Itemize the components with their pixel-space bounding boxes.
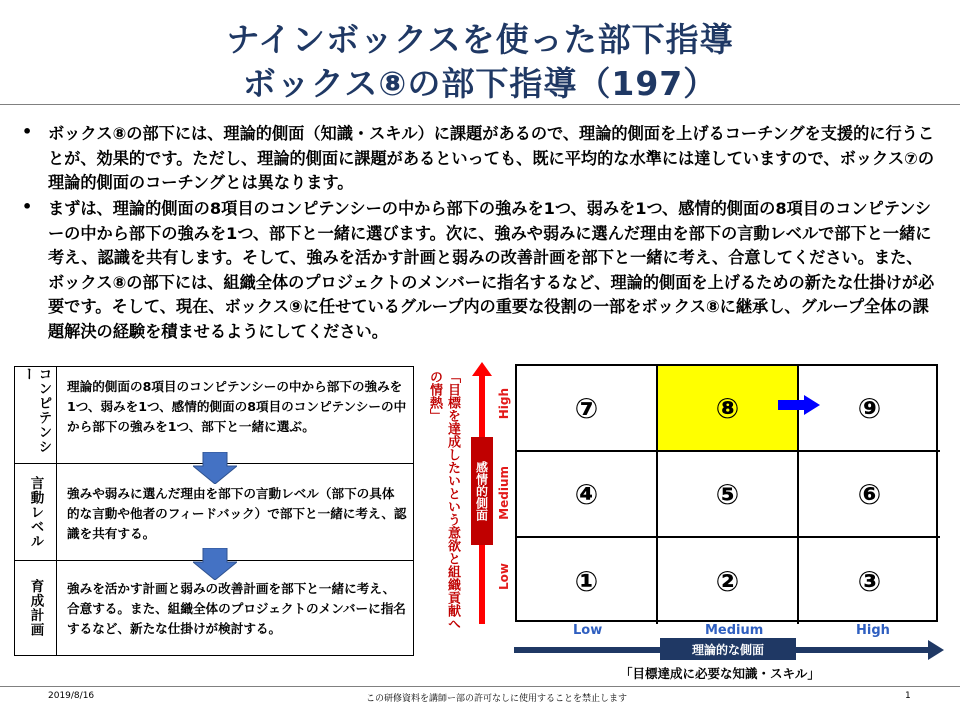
- process-text-competency: 理論的側面の8項目のコンピテンシーの中から部下の強みを1つ、弱みを1つ、感情的側面の8項目のコンピテンシーの中から部下の強みを1つ、部下と一緒に選ぶ。: [67, 379, 407, 434]
- down-arrow-icon: [193, 452, 237, 484]
- x-axis-low-label: Low: [573, 623, 603, 638]
- grid-cell-1: ①: [517, 538, 658, 624]
- footer-divider: [0, 686, 960, 687]
- process-head-behavior: 言動レベル: [15, 464, 57, 560]
- grid-cell-9: ⑨: [799, 366, 940, 452]
- bullet-text-1: ボックス⑧の部下には、理論的側面（知識・スキル）に課題があるので、理論的側面を上げるコーチングを支援的に行うことが、効果的です。ただし、理論的側面に課題があるといっても、既に平均的な水準には達していますので、ボックス⑦の理論的側面のコーチングとは異なります。: [48, 124, 935, 192]
- right-arrow-icon: [778, 395, 820, 415]
- grid-cell-7: ⑦: [517, 366, 658, 452]
- process-text-behavior: 強みや弱みに選んだ理由を部下の言動レベル（部下の具体的な言動や他者のフィードバック）で部下と一緒に考え、認識を共有する。: [67, 486, 407, 541]
- grid-cell-8-highlighted: ⑧: [658, 366, 799, 452]
- process-head-competency: コンピテンシー: [15, 367, 57, 463]
- grid-cell-2: ②: [658, 538, 799, 624]
- nine-box-grid: [515, 364, 938, 622]
- down-arrow-icon: [193, 548, 237, 580]
- grid-cell-4: ④: [517, 452, 658, 538]
- slide-title-line2: ボックス⑧の部下指導（197）: [242, 64, 718, 103]
- process-head-plan: 育成計画: [15, 561, 57, 655]
- y-axis-high-label: High: [497, 388, 511, 420]
- slide-title-line1: ナインボックスを使った部下指導: [226, 20, 734, 59]
- x-axis-title: 理論的な側面: [660, 638, 796, 660]
- bullet-text-2: まずは、理論的側面の8項目のコンピテンシーの中から部下の強みを1つ、弱みを1つ、感情的側面の8項目のコンピテンシーの中から部下の強みを1つ、部下と一緒に選びます。次に、強みや弱みに選んだ理由を部下の言動レベルで部下と一緒に考え、認識を共有します。そして、強みを活かす計画と弱みの改善計画を部下と一緒に考え、合意してください。また、ボックス⑧の部下には、組織全体のプロジェクトのメンバーに指名するなど、理論的側面を上げるための新たな仕掛けが必要です。そして、現在、ボックス⑨に任せているグループ内の重要な役割の一部をボックス⑧に継承し、グループ全体の課題解決の経験を積ませるようにしてください。: [48, 199, 935, 341]
- grid-cell-6: ⑥: [799, 452, 940, 538]
- y-axis-low-label: Low: [497, 563, 511, 590]
- footer-copyright-note: この研修資料を講師ー部の許可なしに使用することを禁止します: [366, 694, 628, 704]
- grid-cell-5: ⑤: [658, 452, 799, 538]
- y-axis-medium-label: Medium: [497, 466, 511, 520]
- process-table: [14, 366, 414, 656]
- x-axis-description: 「目標達成に必要な知識・スキル」: [620, 666, 820, 681]
- bullet-dot: •: [22, 122, 33, 141]
- x-axis-high-label: High: [856, 623, 890, 638]
- x-axis-medium-label: Medium: [705, 623, 764, 638]
- page-number: 1: [905, 691, 911, 701]
- footer-date: 2019/8/16: [48, 691, 95, 701]
- y-axis-title: 感情的側面: [471, 437, 493, 545]
- title-divider: [0, 104, 960, 105]
- process-text-plan: 強みを活かす計画と弱みの改善計画を部下と一緒に考え、合意する。また、組織全体のプロジェクトのメンバーに指名するなど、新たな仕掛けが検討する。: [67, 581, 406, 636]
- y-axis-description: 「目標を達成したいという意欲と組織貢献への情熱」: [427, 370, 460, 630]
- grid-cell-3: ③: [857, 564, 882, 598]
- process-row-competency: [15, 367, 413, 463]
- bullet-dot: •: [22, 197, 33, 216]
